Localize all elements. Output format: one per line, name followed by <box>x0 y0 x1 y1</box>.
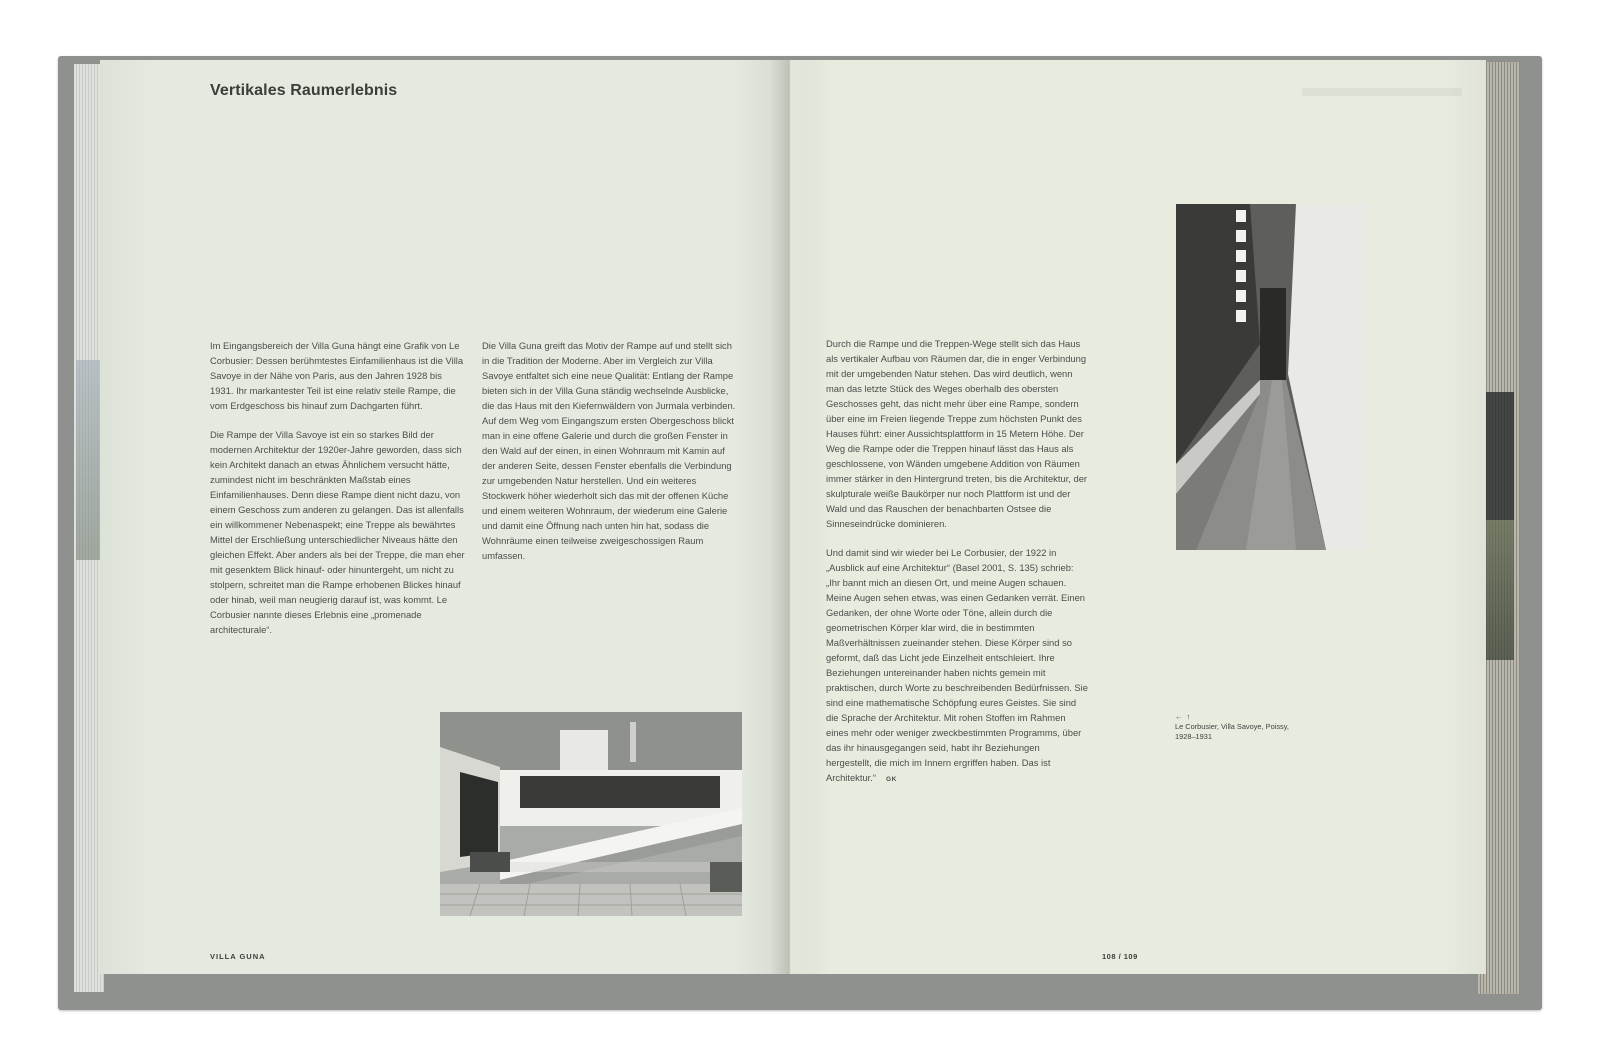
corridor-illustration <box>1176 204 1370 550</box>
page-edge-image-bleed <box>76 360 102 560</box>
paragraph: Die Villa Guna greift das Motiv der Rampe auf und stellt sich in die Tradition der Moderne. Aber im Vergleich zur Villa Savoye entfaltet sich eine neue Qualität: Entlang der Rampe bieten sich in der Villa Guna ständig wechselnde Ausblicke, die das Haus mit den Kiefernwäldern von Jurmala verbinden. Auf dem Weg vom Eingangszum ersten Obergeschoss blickt man in eine offene Galerie und durch die großen Fenster in den Wald auf der einen, in einen Wohnraum mit Kamin auf der anderen Seite, dessen Fenster ebenfalls die Verbindung zur umgebenden Natur herstellen. Und ein weiteres Stockwerk höher wiederholt sich das mit der offenen Küche und einem weiteren Wohnraum, der wiederum eine Galerie und damit eine Öffnung nach unten hin hat, sodass die Wohnräume einen teilweise zweigeschossigen Raum umfassen. <box>482 340 736 561</box>
quote-paragraph: Und damit sind wir wieder bei Le Corbusier, der 1922 in „Ausblick auf eine Architektur“ (Basel 2001, S. 135) schrieb: „Ihr bannt mich an diesen Ort, und meine Augen schauen. Meine Augen sehen etwas, was einen Gedanken verrät. Einen Gedanken, der ohne Worte oder Töne, allein durch die geometrischen Körper klar wird, die in bestimmten Maßverhältnissen zueinander stehen. Diese Körper sind so geformt, daß das Licht jede Einzelheit entschleiert. Ihre Beziehungen untereinander haben nichts gemein mit praktischen, durch Worte zu beschreibenden Bedürfnissen. Sie sind eine mathematische Schöpfung eures Geistes. Sie sind die Sprache der Architektur. Mit rohen Stoffen im Rahmen eines mehr oder weniger zweckbestimmten Programms, über das ihr hinausgegangen seid, habt ihr Beziehungen hergestellt, die mich im Innern ergriffen haben. Das ist Architektur.“ <box>826 547 1088 783</box>
villa-savoye-corridor-photo <box>1176 204 1370 550</box>
paragraph <box>826 545 1088 787</box>
running-footer: VILLA GUNA <box>210 952 266 961</box>
text-column-3 <box>826 336 1088 801</box>
paragraph: Durch die Rampe und die Treppen-Wege stellt sich das Haus als vertikaler Aufbau von Räumen dar, die in enger Verbindung mit der umgebenden Natur stehen. Das wird deutlich, wenn man das letzte Stück des Weges oberhalb des obersten Geschosses geht, das nicht mehr über eine Rampe, sondern über eine im Freien liegende Treppe zum höchsten Punkt des Hauses führt: einer Aussichtsplattform in 15 Metern Höhe. Der Weg die Rampe oder die Treppen hinauf lässt das Haus als geschlossene, von Wänden umgebene Addition von Räumen immer stärker in den Hintergrund treten, bis die Architektur, der skulpturale weiße Baukörper nur noch Plattform ist und der Wald und das Rauschen der benachbarten Ostsee die Sinneseindrücke dominieren. <box>826 338 1088 529</box>
image-caption <box>1175 712 1305 742</box>
text-column-1 <box>210 338 465 651</box>
page-numbers: 108 / 109 <box>1102 952 1138 961</box>
author-signature: GK <box>886 776 897 783</box>
page-edge-image-bleed-dark <box>1484 392 1514 520</box>
text-column-2 <box>482 338 740 577</box>
page-heading: Vertikales Raumerlebnis <box>210 82 398 99</box>
villa-savoye-illustration <box>440 712 742 916</box>
paragraph: Die Rampe der Villa Savoye ist ein so starkes Bild der modernen Architektur der 1920er-Jahre geworden, dass sich kein Architekt danach an etwas Ähnlichem versucht hätte, zumindest nicht im beschränkten Maßstab eines Einfamilienhauses. Denn diese Rampe dient nicht dazu, von einem Geschoss zum anderen zu gelangen. Das ist allenfalls ein willkommener Nebenaspekt; eine Treppe als bewährtes Mittel der Erschließung unterschiedlicher Niveaus hätte den gleichen Effekt. Aber anders als bei der Treppe, die man eher mit gesenktem Blick hinauf- oder hinuntergeht, um nicht zu stolpern, schreitet man die Rampe erhobenen Blickes hinauf oder hinab, weil man neugierig darauf ist, was kommt. Le Corbusier nannte dieses Erlebnis eine „promenade architecturale“. <box>210 429 465 635</box>
caption-text: Le Corbusier, Villa Savoye, Poissy, 1928–1931 <box>1175 722 1289 741</box>
paragraph: Im Eingangsbereich der Villa Guna hängt eine Grafik von Le Corbusier: Dessen berühmtestes Einfamilienhaus ist die Villa Savoye in der Nähe von Paris, aus den Jahren 1928 bis 1931. Ihr markantester Teil ist eine relativ steile Rampe, die vom Erdgeschoss bis hinauf zum Dachgarten führt. <box>210 340 464 411</box>
show-through-text <box>1302 88 1462 96</box>
villa-savoye-photo <box>440 712 742 916</box>
page-edge-image-bleed-green <box>1484 520 1514 660</box>
caption-arrows-icon: ← ↑ <box>1175 712 1192 721</box>
